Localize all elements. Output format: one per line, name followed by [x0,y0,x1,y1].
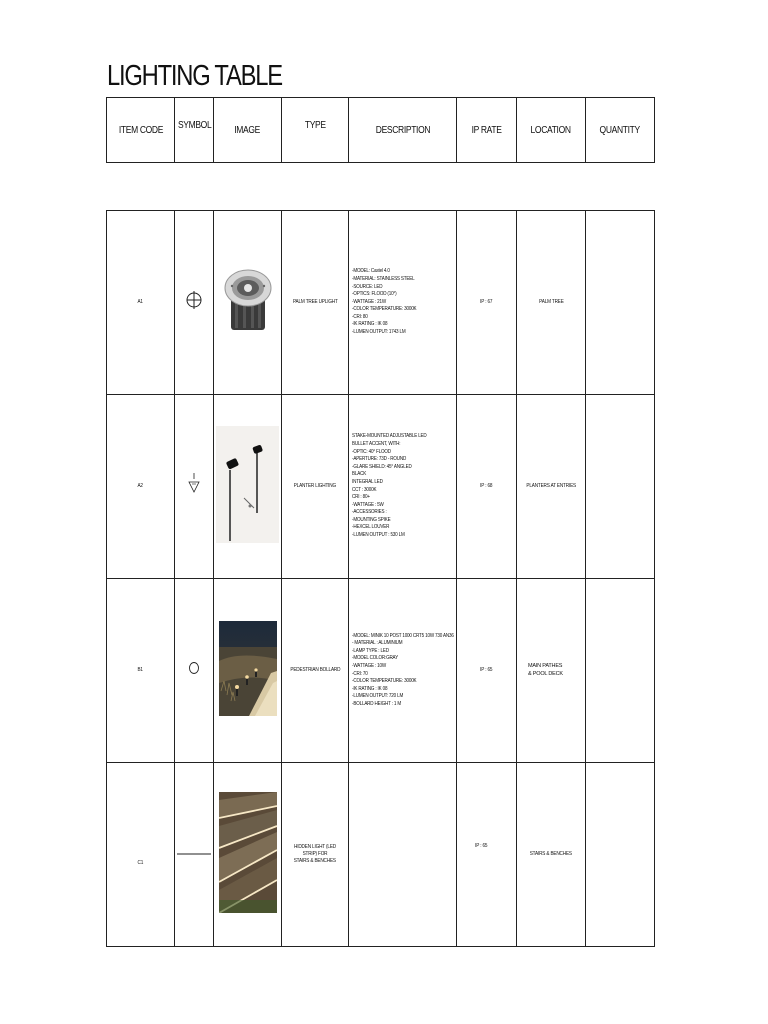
type-cell: PLANTER LIGHTING [282,395,349,579]
page-title: LIGHTING TABLE [107,60,282,92]
item-code: C1 [107,763,175,947]
ip-rate-cell: IP : 65 [457,579,517,763]
bollard-pathway-image [219,621,277,716]
header-symbol: SYMBOL [175,98,214,163]
ip-rate-cell: IP : 65 [457,763,517,947]
quantity-cell [586,579,655,763]
header-type: TYPE [282,98,349,163]
item-code: B1 [107,579,175,763]
header-ip-rate: IP RATE [457,98,517,163]
symbol-cell [175,763,214,947]
description-cell: -MODEL: MINIK 10 POST 1000 CRT5 10W 730 AN36 - MATERIAL : ALUMINIUM -LAMP TYPE : LED -MODEL COLOR:GRAY -WATTAGE : 10W -CRI: 70 -COLOR TEMPERATURE: 3000K -IK RATING : IK 08 -LUMEN OUTPUT: 720 LM -BOLLARD HEIGHT : 1 M [349,579,457,763]
crosshair-circle-icon [185,291,203,309]
lighting-table [106,210,655,947]
led-strip-steps-image [219,792,277,913]
symbol-cell [175,579,214,763]
type-cell: PALM TREE UPLIGHT [282,211,349,395]
location-cell: MAIN PATHES & POOL DECK [517,579,586,763]
description-cell [349,763,457,947]
header-item-code: ITEM CODE [107,98,175,163]
image-cell [214,579,282,763]
ip-rate-cell: IP : 68 [457,395,517,579]
table-row [107,579,655,763]
quantity-cell [586,211,655,395]
inground-uplight-image [223,266,273,334]
table-row [107,211,655,395]
table-row [107,763,655,947]
spike-spot-icon [188,473,200,495]
table-row [107,395,655,579]
image-cell [214,763,282,947]
horizontal-line-icon [177,852,211,856]
header-description: DESCRIPTION [349,98,457,163]
spike-spotlight-image [216,426,279,543]
ip-rate-cell: IP : 67 [457,211,517,395]
header-location: LOCATION [517,98,586,163]
header-row [107,98,655,163]
image-cell [214,211,282,395]
description-cell: STAKE-MOUNTED ADJUSTABLE LED BULLET ACCENT, WITH: -OPTIC: 40° FLOOD -APERTURE: 73D - ROUND -GLARE SHIELD: 45° ANGLED BLACK INTEGRAL LED CCT : 3000K CRI : 80+ -WATTAGE : 5W -ACCESSORIES : -MOUNTING SPIKE -HEXCEL LOUVER -LUMEN OUTPUT : 530 LM [349,395,457,579]
header-table [106,97,655,163]
item-code: A2 [107,395,175,579]
location-cell: PALM TREE [517,211,586,395]
image-cell [214,395,282,579]
symbol-cell [175,211,214,395]
open-circle-icon [188,661,200,675]
type-cell: PEDESTRIAN BOLLARD [282,579,349,763]
symbol-cell [175,395,214,579]
type-cell: HIDDEN LIGHT (LED STRIP) FOR STAIRS & BENCHES [282,763,349,947]
description-cell: -MODEL: Castel 4.0 -MATERIAL: STAINLESS STEEL -SOURCE: LED -OPTICS: FLOOD (10°) -WATTAGE : 21W -COLOR TEMPERATURE: 3000K -CRI: 80 -IK RATING : IK 08 -LUMEN OUTPUT: 1743 LM [349,211,457,395]
quantity-cell [586,763,655,947]
header-image: IMAGE [214,98,282,163]
location-cell: PLANTERS AT ENTRIES [517,395,586,579]
item-code: A1 [107,211,175,395]
location-cell: STAIRS & BENCHES [517,763,586,947]
header-quantity: QUANTITY [586,98,655,163]
quantity-cell [586,395,655,579]
